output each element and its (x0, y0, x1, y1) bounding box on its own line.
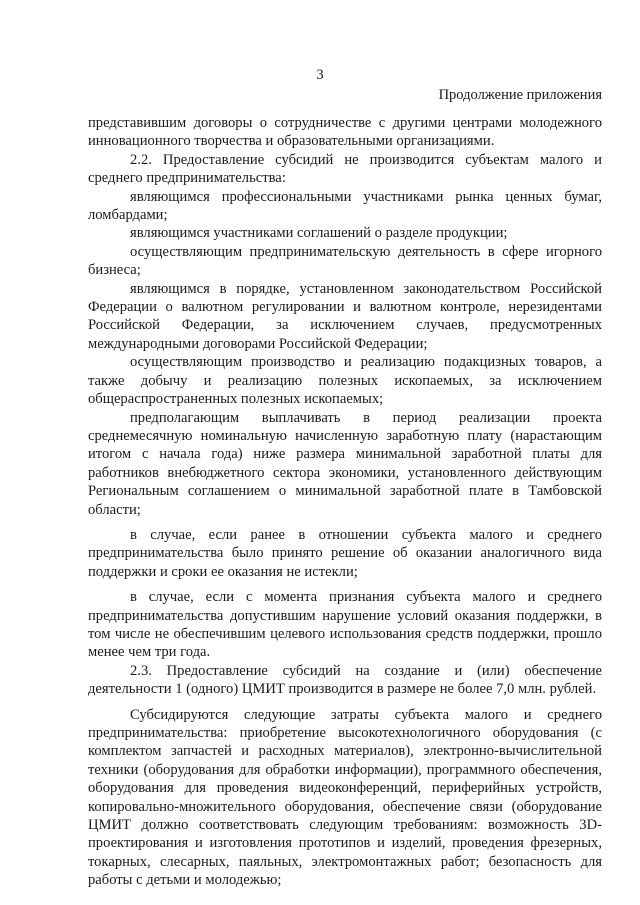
paragraph-9: в случае, если ранее в отношении субъекта малого и среднего предпринимательства было принято решение об оказании аналогичного вида поддержки и сроки ее оказания не истекли; (88, 526, 602, 580)
paragraph-10: в случае, если с момента признания субъекта малого и среднего предпринимательства допустившим нарушение условий оказания поддержки, в том числе не обеспечившим целевого использования средств поддержки, прошло менее чем три года. (88, 589, 602, 661)
paragraph-11: 2.3. Предоставление субсидий на создание и (или) обеспечение деятельности 1 (одного) ЦМИТ производится в размере не более 7,0 млн. рублей. (88, 662, 602, 698)
paragraph-2: 2.2. Предоставление субсидий не производится субъектам малого и среднего предпринимательства: (88, 151, 602, 187)
appendix-continuation-note: Продолжение приложения (438, 87, 602, 103)
paragraph-6: являющимся в порядке, установленном законодательством Российской Федерации о валютном регулировании и валютном контроле, нерезидентами Российской Федерации, за исключением случаев, предусмотренных международными договорами Российской Федерации; (88, 280, 602, 352)
paragraph-8: предполагающим выплачивать в период реализации проекта среднемесячную номинальную начисленную заработную плату (нарастающим итогом с начала года) ниже размера минимальной заработной платы для работников внебюджетного сектора экономики, установленного действующим Региональным соглашением о минимальной заработной плате в Тамбовской области; (88, 409, 602, 518)
paragraph-7: осуществляющим производство и реализацию подакцизных товаров, а также добычу и реализацию полезных ископаемых, за исключением общераспространенных полезных ископаемых; (88, 354, 602, 408)
paragraph-1: представившим договоры о сотрудничестве с другими центрами молодежного инновационного творчества и образовательными организациями. (88, 115, 602, 150)
document-body (88, 114, 602, 890)
paragraph-5: осуществляющим предпринимательскую деятельность в сфере игорного бизнеса; (88, 243, 602, 279)
paragraph-4: являющимся участниками соглашений о разделе продукции; (130, 225, 508, 242)
paragraph-12: Субсидируются следующие затраты субъекта малого и среднего предпринимательства: приобретение высокотехнологичного оборудования (с комплектом запчастей и расходных материалов), электронно-вычислительной техники (оборудования для обработки информации), программного обеспечения, оборудования для проведения видеоконференций, периферийных устройств, копировально-множительного оборудования, обеспечение связи (оборудование ЦМИТ должно соответствовать следующим требованиям: возможность 3D-проектирования и изготовления прототипов и изделий, проведения фрезерных, токарных, слесарных, паяльных, электромонтажных работ; безопасность для работы с детьми и молодежью; (88, 706, 602, 889)
paragraph-3: являющимся профессиональными участниками рынка ценных бумаг, ломбардами; (88, 188, 602, 224)
page-number: 3 (316, 67, 324, 83)
